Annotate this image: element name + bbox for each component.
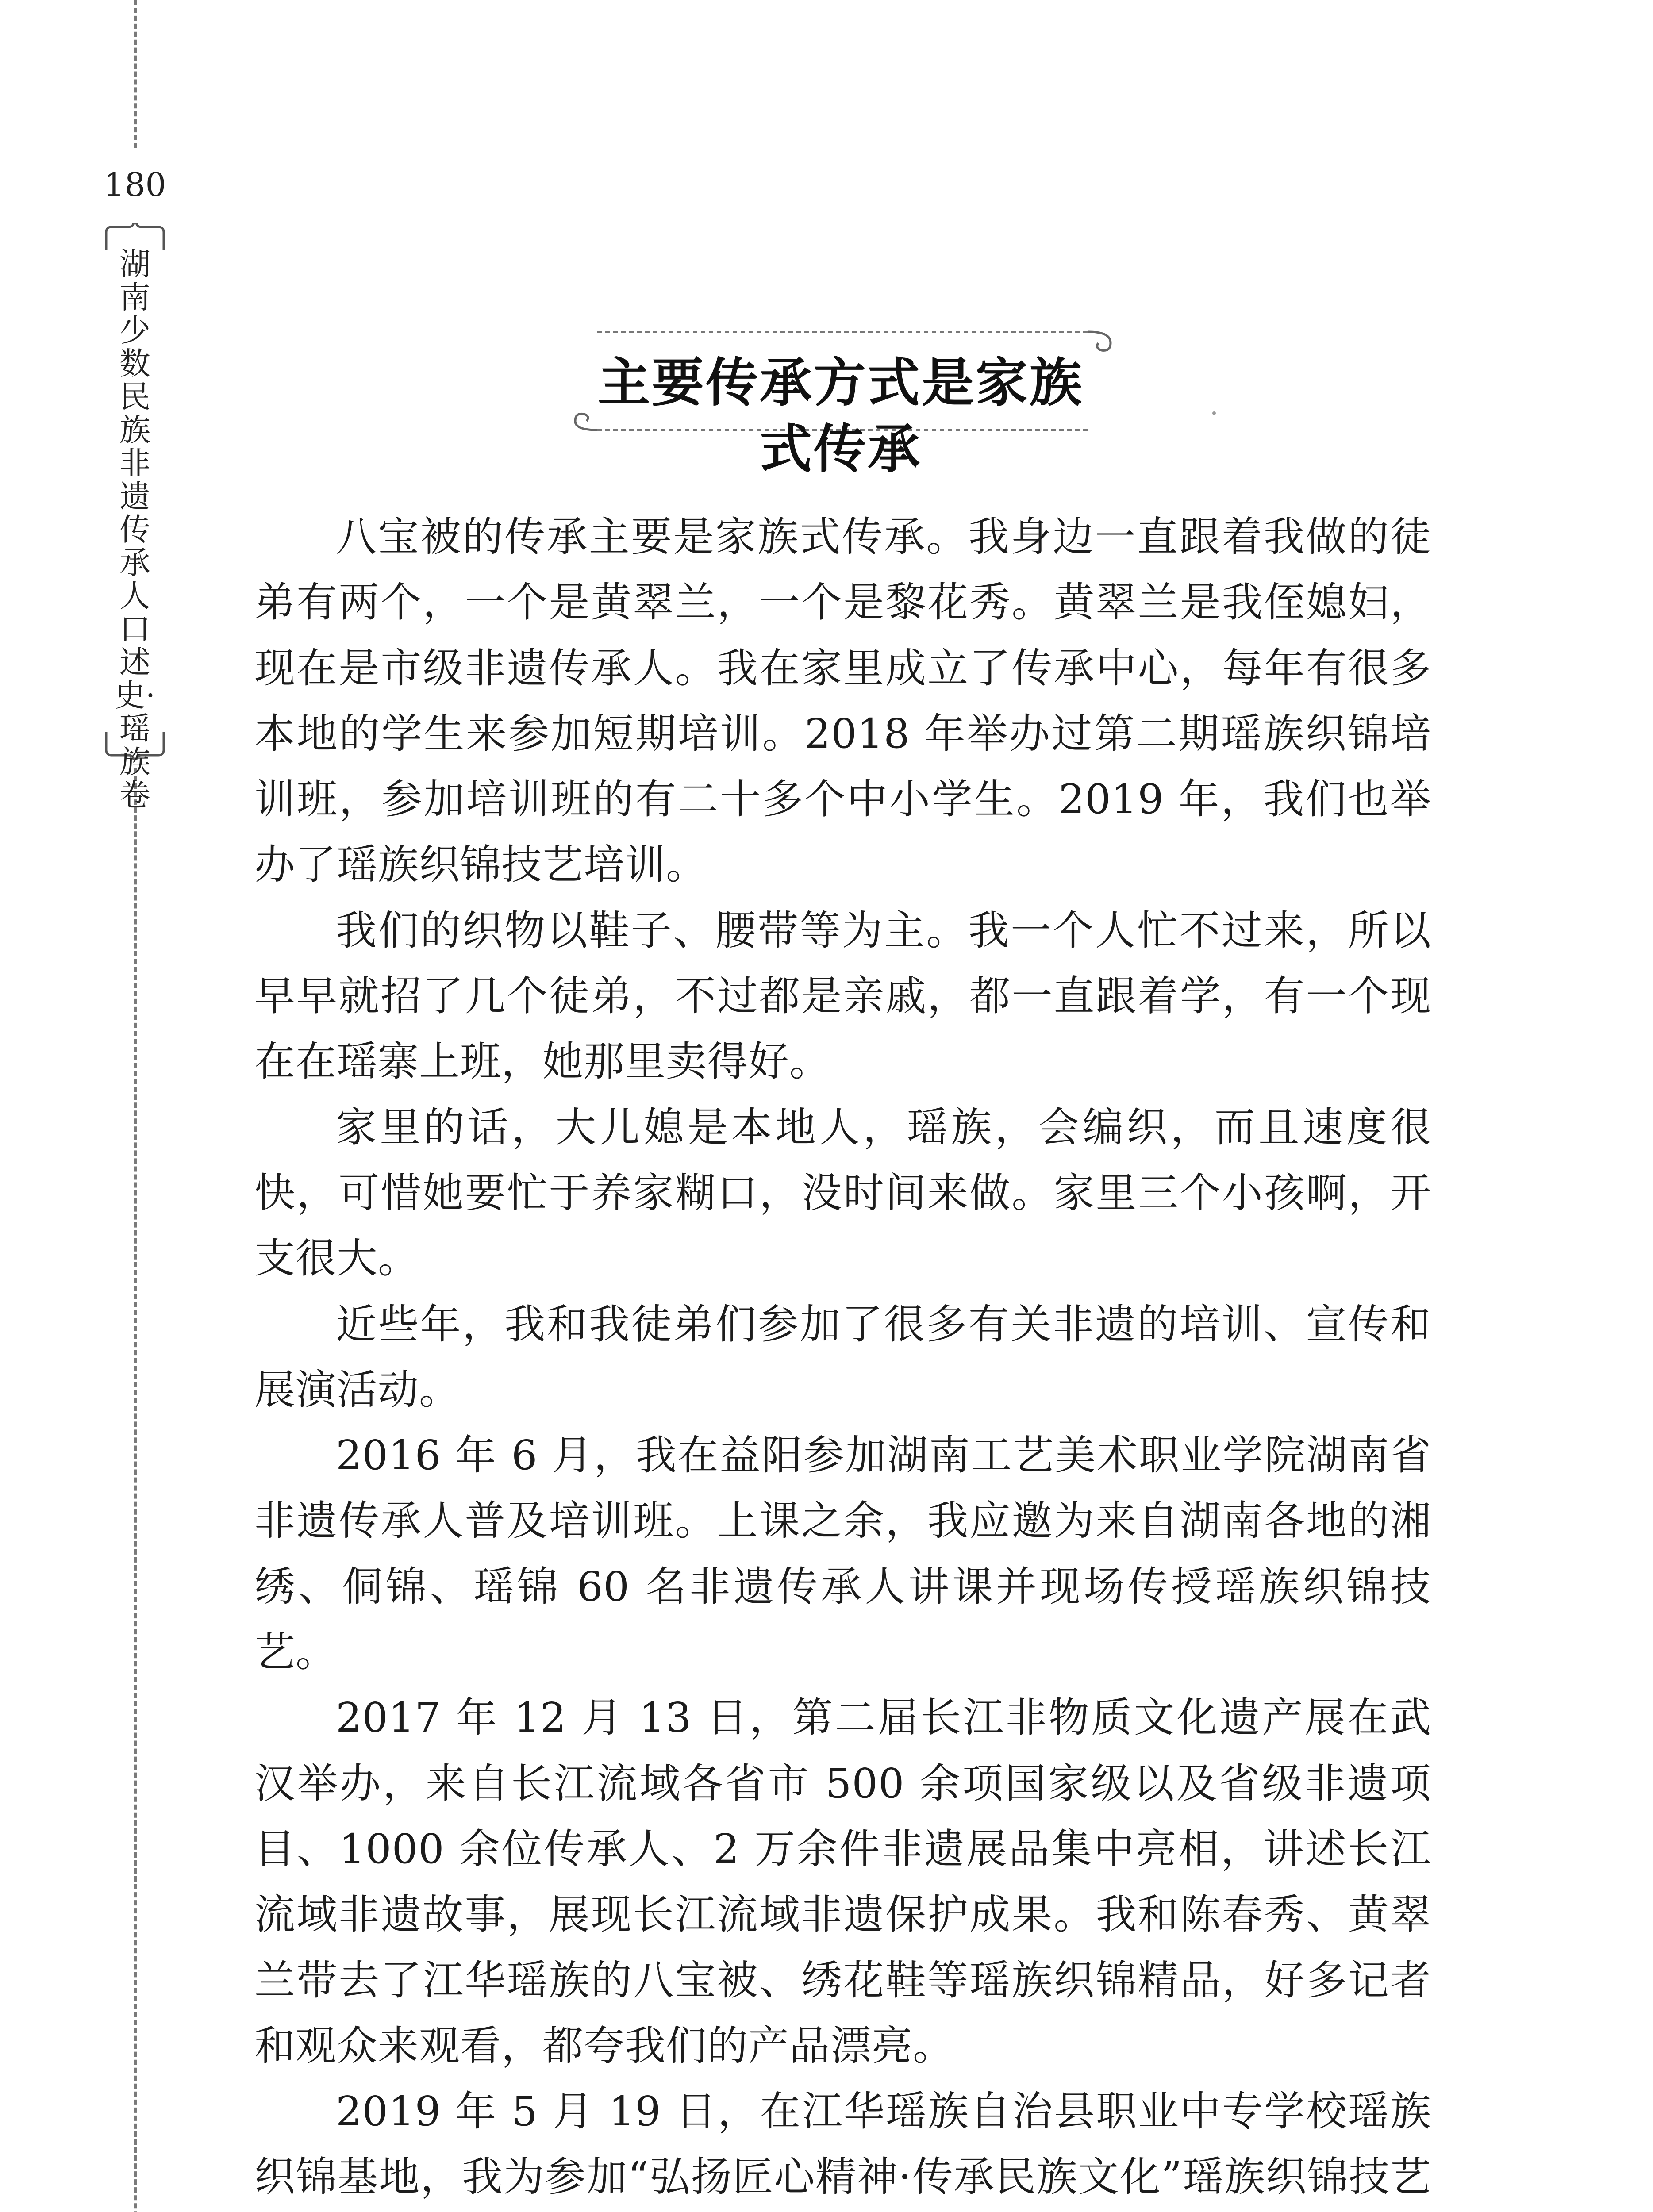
- paragraph-2: 我们的织物以鞋子、腰带等为主。我一个人忙不过来，所以早早就招了几个徒弟，不过都是亲戚，都一直跟着学，有一个现在在瑶寨上班，她那里卖得好。: [254, 906, 1431, 1086]
- body-text: [254, 504, 1431, 2212]
- paragraph-6: 2017 年 12 月 13 日，第二届长江非物质文化遗产展在武汉举办，来自长江流域各省市 500 余项国家级以及省级非遗项目、1000 余位传承人、2 万余件非遗展品集中亮相，讲述长江流域非遗故事，展现长江流域非遗保护成果。我和陈春秀、黄翠兰带去了江华瑶族的八宝被、绣花鞋等瑶族织锦精品，好多记者和观众来观看，都夸我们的产品漂亮。: [254, 1694, 1431, 2070]
- paragraph-1: 八宝被的传承主要是家族式传承。我身边一直跟着我做的徒弟有两个，一个是黄翠兰，一个是黎花秀。黄翠兰是我侄媳妇，现在是市级非遗传承人。我在家里成立了传承中心，每年有很多本地的学生来参加短期培训。2018 年举办过第二期瑶族织锦培训班，参加培训班的有二十多个中小学生。2019 年，我们也举办了瑶族织锦技艺培训。: [254, 513, 1431, 889]
- scan-speck: [1212, 411, 1216, 415]
- series-title-vertical: 湖南少数民族非遗传承人口述史·瑶族卷: [114, 246, 156, 813]
- paragraph-7: 2019 年 5 月 19 日，在江华瑶族自治县职业中专学校瑶族织锦基地，我为参加“弘扬匠心精神·传承民族文化”瑶族织锦技艺: [254, 2088, 1431, 2201]
- paragraph-4: 近些年，我和我徒弟们参加了很多有关非遗的培训、宣传和展演活动。: [254, 1300, 1431, 1413]
- margin-dashed-rule-top: [134, 0, 137, 148]
- margin-dashed-rule-bottom: [134, 768, 137, 2212]
- paragraph-5: 2016 年 6 月，我在益阳参加湖南工艺美术职业学院湖南省非遗传承人普及培训班。上课之余，我应邀为来自湖南各地的湘绣、侗锦、瑶锦 60 名非遗传承人讲课并现场传授瑶族织锦技艺。: [254, 1432, 1431, 1676]
- paragraph-3: 家里的话，大儿媳是本地人，瑶族，会编织，而且速度很快，可惜她要忙于养家糊口，没时间来做。家里三个小孩啊，开支很大。: [254, 1103, 1431, 1283]
- page-number: 180: [104, 166, 166, 204]
- section-heading: 主要传承方式是家族式传承: [597, 352, 1084, 480]
